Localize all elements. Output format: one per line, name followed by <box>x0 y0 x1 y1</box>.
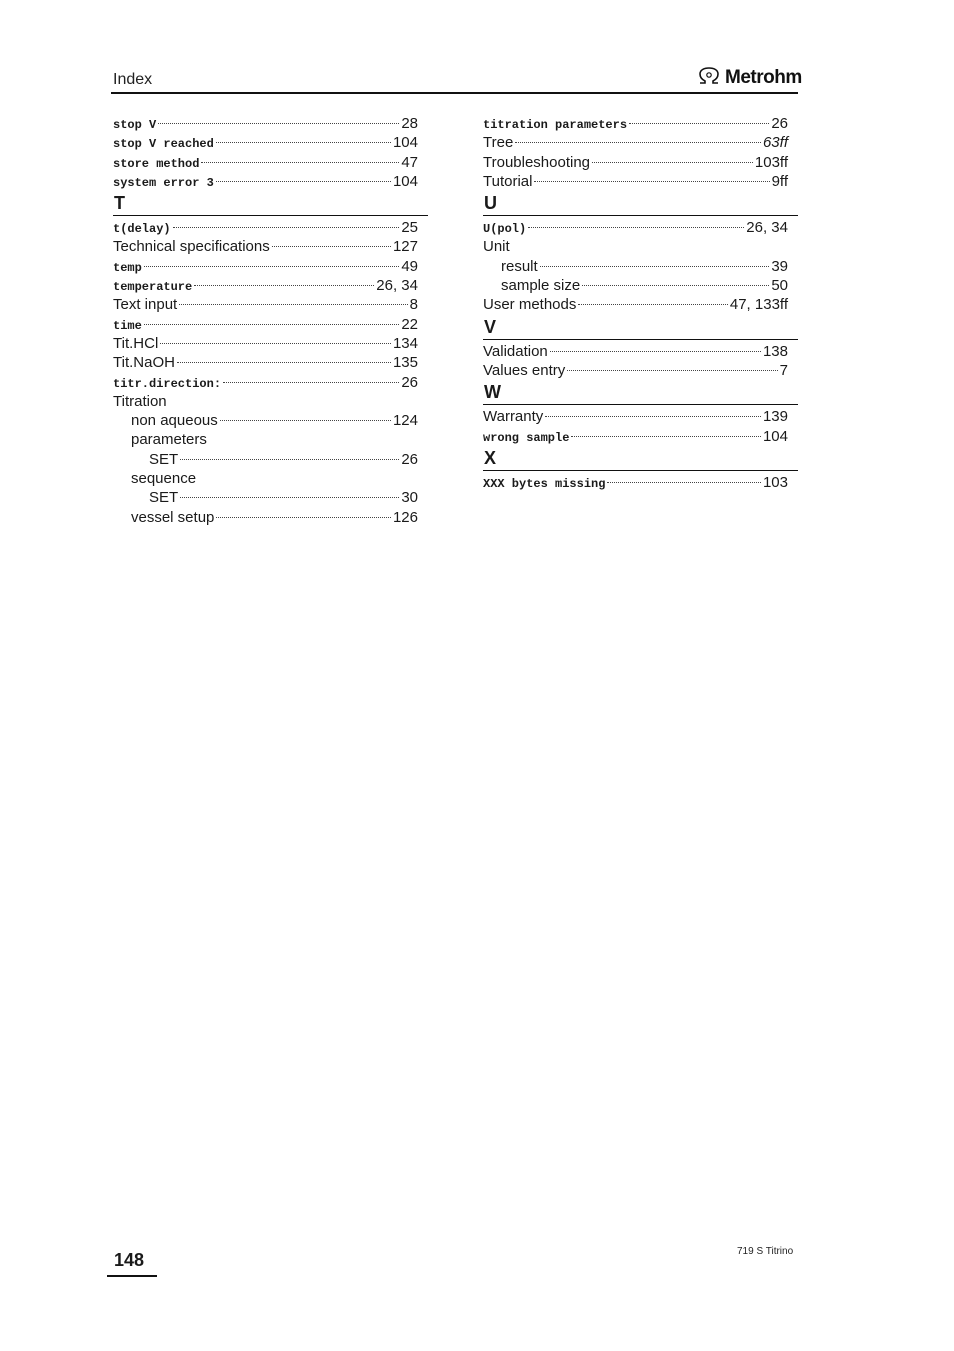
index-entry <box>483 427 798 446</box>
dot-leader <box>180 459 399 460</box>
index-entry-label: Text input <box>113 296 178 314</box>
index-letter-heading: V <box>483 315 798 340</box>
dot-leader <box>272 246 391 247</box>
index-entry-label: vessel setup <box>131 508 215 526</box>
index-entry-label: titration parameters <box>483 118 628 132</box>
index-entry-label: Technical specifications <box>113 238 270 256</box>
index-entry-label: t(delay) <box>113 222 171 237</box>
index-letter-heading: W <box>483 380 798 405</box>
dot-leader <box>515 142 761 143</box>
index-entry-label: temp <box>113 260 142 275</box>
dot-leader <box>144 324 400 325</box>
index-entry <box>483 257 798 276</box>
index-entry-label: sample size <box>501 277 581 295</box>
index-entry-page: 26 <box>771 115 788 132</box>
index-entry-page: 134 <box>392 334 418 352</box>
index-entry-page: 26 <box>401 450 418 468</box>
index-entry-page: 135 <box>392 354 418 372</box>
index-entry-label: stop V reached <box>113 137 214 152</box>
index-column-left <box>113 114 428 527</box>
index-entry <box>113 508 428 527</box>
index-entry-label: wrong sample <box>483 430 570 445</box>
index-entry-label: system error 3 <box>113 175 214 190</box>
index-entry <box>113 295 428 314</box>
index-entry <box>483 172 798 191</box>
index-letter-heading: U <box>483 191 798 216</box>
omega-icon <box>697 66 721 91</box>
dot-leader <box>216 181 391 182</box>
index-entry-page: 139 <box>762 408 788 426</box>
index-entry-label: temperature <box>113 280 193 295</box>
brand-name: Metrohm <box>725 67 802 88</box>
index-entry-page: 104 <box>392 172 418 190</box>
dot-leader <box>201 162 399 163</box>
index-entry-label: stop V <box>113 118 157 132</box>
index-entry <box>113 334 428 353</box>
index-entry <box>483 153 798 172</box>
running-header-title: Index <box>113 71 153 88</box>
index-entry-label: parameters <box>131 431 207 449</box>
dot-leader <box>158 123 399 124</box>
dot-leader <box>216 517 391 518</box>
dot-leader <box>567 370 777 371</box>
dot-leader <box>179 304 407 305</box>
dot-leader <box>220 420 391 421</box>
index-entry-page: 126 <box>392 508 418 526</box>
index-subheading <box>113 392 428 411</box>
index-entry <box>483 361 798 380</box>
index-entry-label: result <box>501 257 538 275</box>
index-entry <box>113 172 428 191</box>
index-entry-label: store method <box>113 156 200 171</box>
dot-leader <box>582 285 769 286</box>
index-entry-page: 50 <box>771 277 788 295</box>
index-entry <box>113 373 428 392</box>
index-entry-label: XXX bytes missing <box>483 476 606 491</box>
index-entry-page: 124 <box>392 412 418 430</box>
index-entry <box>113 133 428 152</box>
index-entry-page: 25 <box>401 219 418 237</box>
index-letter-heading: X <box>483 446 798 471</box>
index-entry-page: 22 <box>401 315 418 333</box>
dot-leader <box>629 123 769 124</box>
dot-leader <box>528 227 744 228</box>
index-entry-label: User methods <box>483 296 577 314</box>
index-entry <box>483 276 798 295</box>
index-entry <box>113 276 428 295</box>
index-entry <box>483 342 798 361</box>
dot-leader <box>216 142 391 143</box>
dot-leader <box>550 351 761 352</box>
dot-leader <box>534 181 769 182</box>
index-entry-page: 7 <box>779 361 788 379</box>
dot-leader <box>578 304 728 305</box>
index-entry <box>113 218 428 237</box>
index-entry-label: Tit.NaOH <box>113 354 175 372</box>
index-entry <box>113 315 428 334</box>
index-entry-page: 104 <box>762 427 788 445</box>
footer-product-name: 719 S Titrino <box>737 1246 794 1257</box>
index-entry-page: 9ff <box>771 172 788 190</box>
index-entry <box>483 114 798 133</box>
index-entry <box>113 488 428 507</box>
index-entry <box>483 218 798 237</box>
index-entry <box>113 411 428 430</box>
index-entry-page: 30 <box>401 489 418 507</box>
brand-logo <box>697 66 802 90</box>
dot-leader <box>571 436 761 437</box>
index-entry-label: time <box>113 318 142 333</box>
index-subheading <box>113 430 428 449</box>
index-entry-page: 8 <box>409 296 418 314</box>
index-entry-label: U(pol) <box>483 222 527 237</box>
dot-leader <box>540 266 770 267</box>
index-entry-page: 127 <box>392 238 418 256</box>
dot-leader <box>545 416 761 417</box>
index-entry <box>113 353 428 372</box>
header-rule <box>111 92 798 94</box>
dot-leader <box>180 497 399 498</box>
index-entry-label: titr.direction: <box>113 376 222 391</box>
index-entry-label: Tit.HCl <box>113 334 159 352</box>
index-entry-label: sequence <box>131 470 197 488</box>
dot-leader <box>173 227 400 228</box>
index-entry-page: 47, 133ff <box>729 296 788 314</box>
index-entry-page: 138 <box>762 342 788 360</box>
index-entry <box>113 237 428 256</box>
dot-leader <box>223 382 399 383</box>
index-entry-label: Unit <box>483 238 510 256</box>
index-entry-page: 28 <box>401 115 418 132</box>
index-subheading <box>113 469 428 488</box>
index-entry-label: SET <box>149 450 179 468</box>
dot-leader <box>177 362 391 363</box>
index-entry-page: 39 <box>771 257 788 275</box>
index-subheading <box>483 237 798 256</box>
index-entry <box>113 153 428 172</box>
index-entry <box>483 295 798 314</box>
index-entry-page: 49 <box>401 257 418 275</box>
index-entry <box>483 133 798 152</box>
index-entry-page: 63ff <box>762 134 788 152</box>
index-entry-label: Tree <box>483 134 514 152</box>
index-entry <box>113 114 428 133</box>
index-letter-heading: T <box>113 191 428 216</box>
index-entry-page: 103 <box>762 473 788 491</box>
dot-leader <box>194 285 374 286</box>
index-entry-page: 103ff <box>754 153 788 171</box>
dot-leader <box>144 266 400 267</box>
index-column-right <box>483 114 798 492</box>
dot-leader <box>607 482 761 483</box>
index-entry-label: Titration <box>113 392 167 410</box>
index-entry-page: 104 <box>392 134 418 152</box>
index-entry-label: non aqueous <box>131 412 218 430</box>
index-entry-page: 26, 34 <box>746 219 788 237</box>
index-entry-label: SET <box>149 489 179 507</box>
index-entry <box>113 450 428 469</box>
index-entry <box>483 473 798 492</box>
index-entry-page: 26 <box>401 373 418 391</box>
dot-leader <box>160 343 391 344</box>
index-entry-label: Tutorial <box>483 172 533 190</box>
index-entry <box>483 407 798 426</box>
index-entry-label: Troubleshooting <box>483 153 591 171</box>
index-entry-label: Warranty <box>483 408 544 426</box>
index-entry <box>113 257 428 276</box>
dot-leader <box>592 162 753 163</box>
page-number: 148 <box>114 1250 145 1270</box>
index-entry-page: 47 <box>401 153 418 171</box>
index-entry-label: Validation <box>483 342 548 360</box>
index-entry-label: Values entry <box>483 361 566 379</box>
index-entry-page: 26, 34 <box>376 277 418 295</box>
